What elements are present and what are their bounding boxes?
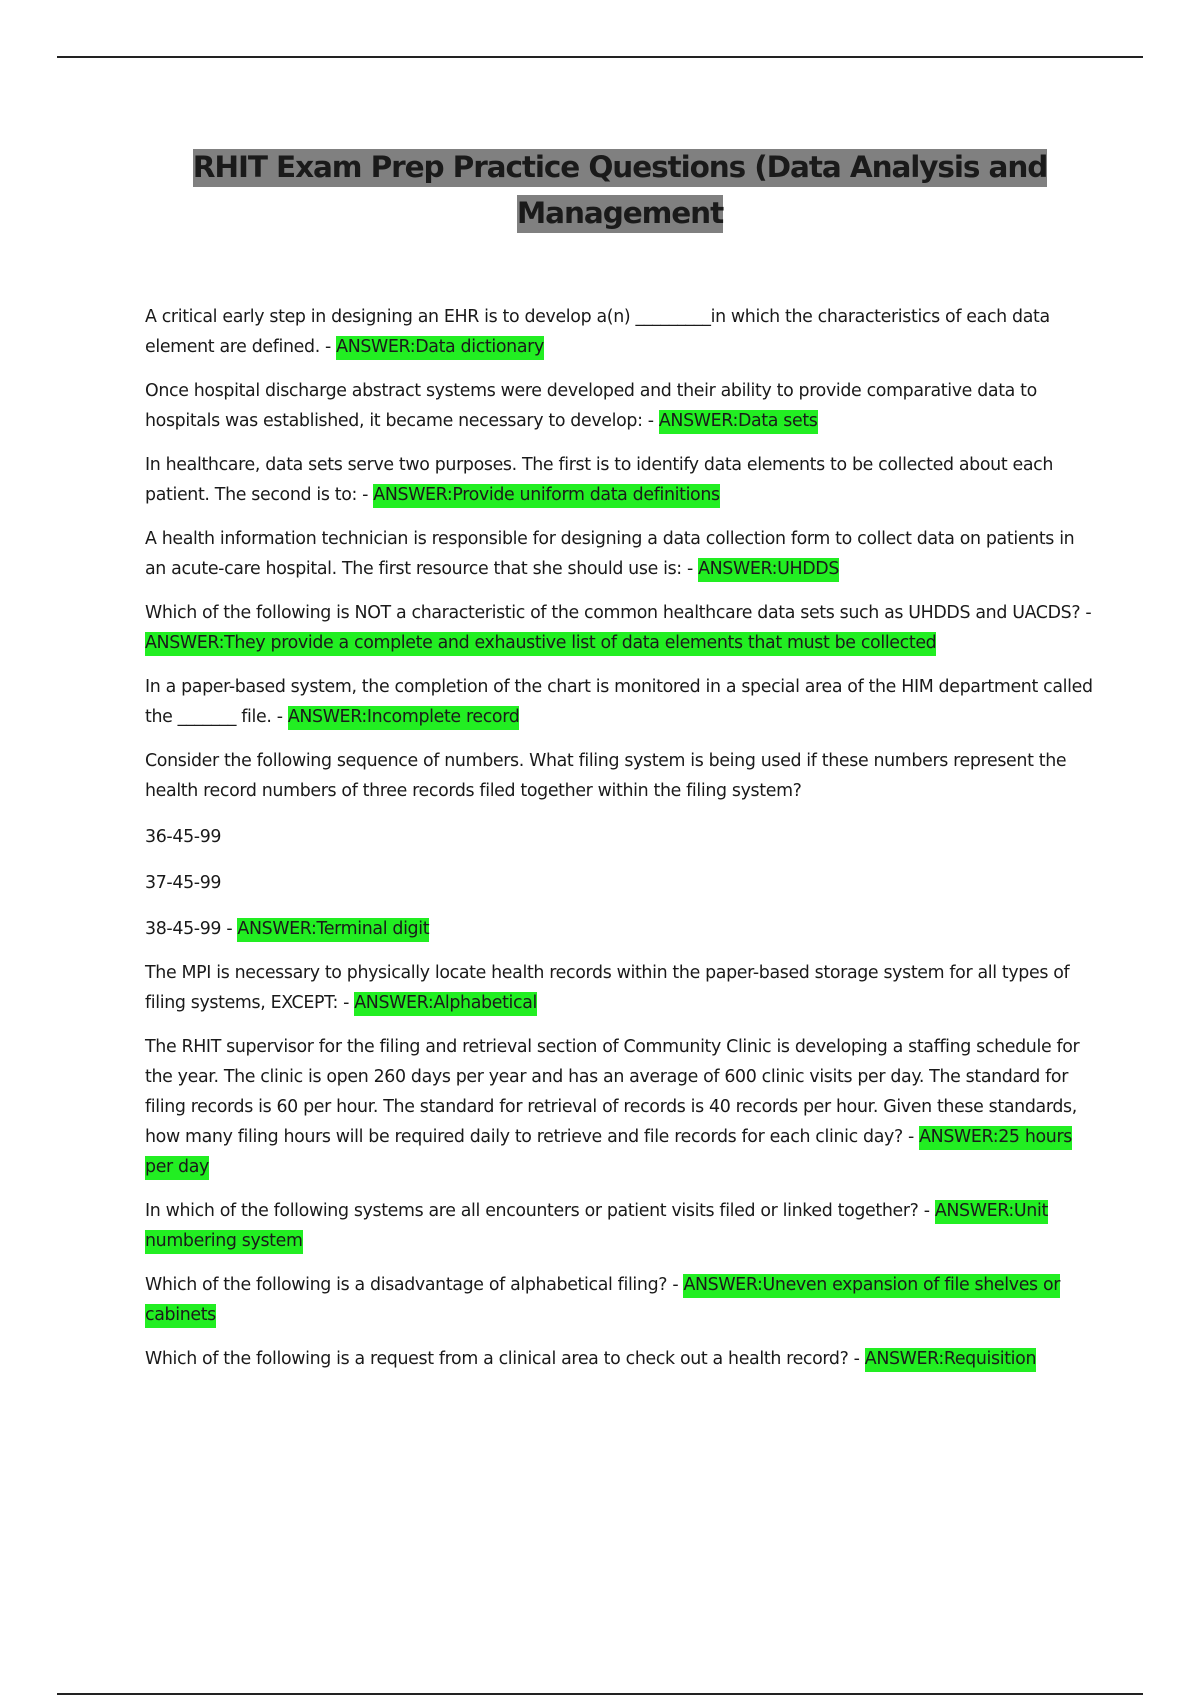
question-text: The RHIT supervisor for the filing and retrieval section of Community Clinic is developing a staffing schedule for the year. The clinic is open 260 days per year and has an average of 600 clinic visits per day. The standard for filing records is 60 per hour. The standard for retrieval of records is 40 records per hour. Given these standards, how many filing hours will be required daily to retrieve and file records for each clinic day? - <box>145 1037 1080 1147</box>
answer-highlight: ANSWER:Data dictionary <box>336 336 544 360</box>
answer-highlight: ANSWER:Data sets <box>659 410 818 434</box>
qa-list <box>145 302 1100 1388</box>
question-text: The MPI is necessary to physically locate health records within the paper-based storage system for all types of filing systems, EXCEPT: - <box>145 963 1070 1013</box>
qa-item <box>145 302 1100 362</box>
question-text: In which of the following systems are all encounters or patient visits filed or linked together? - <box>145 1201 935 1221</box>
qa-item <box>145 958 1100 1018</box>
qa-item <box>145 1344 1100 1374</box>
answer-highlight: ANSWER:Uneven expansion of file shelves or cabinets <box>145 1274 1060 1328</box>
qa-item <box>145 524 1100 584</box>
qa-item <box>145 1196 1100 1256</box>
question-text: Consider the following sequence of numbers. What filing system is being used if these numbers represent the health record numbers of three records filed together within the filing system? <box>145 751 1067 801</box>
question-text: 37-45-99 <box>145 873 222 893</box>
qa-item <box>145 746 1100 806</box>
number-line <box>145 868 1100 898</box>
question-text: Once hospital discharge abstract systems were developed and their ability to provide comparative data to hospitals was established, it became necessary to develop: - <box>145 381 1037 431</box>
qa-item <box>145 598 1100 658</box>
answer-highlight: ANSWER:They provide a complete and exhaustive list of data elements that must be collected <box>145 632 936 656</box>
question-text: In healthcare, data sets serve two purposes. The first is to identify data elements to be collected about each patient. The second is to: - <box>145 455 1054 505</box>
answer-highlight: ANSWER:Unit numbering system <box>145 1200 1048 1254</box>
page-title <box>100 144 1140 236</box>
question-text: Which of the following is a disadvantage of alphabetical filing? - <box>145 1275 684 1295</box>
number-line <box>145 822 1100 852</box>
qa-item <box>145 914 1100 944</box>
qa-item <box>145 672 1100 732</box>
question-text: 36-45-99 <box>145 827 222 847</box>
answer-highlight: ANSWER:Provide uniform data definitions <box>373 484 719 508</box>
qa-item <box>145 376 1100 436</box>
question-text: A critical early step in designing an EHR is to develop a(n) _________in which the characteristics of each data element are defined. - <box>145 307 1050 357</box>
question-text: A health information technician is responsible for designing a data collection form to collect data on patients in an acute-care hospital. The first resource that she should use is: - <box>145 529 1075 579</box>
header-rule <box>57 56 1143 58</box>
answer-highlight: ANSWER:25 hours per day <box>145 1126 1072 1180</box>
qa-item <box>145 1032 1100 1182</box>
question-text: Which of the following is NOT a characteristic of the common healthcare data sets such as UHDDS and UACDS? - <box>145 603 1092 623</box>
question-text: Which of the following is a request from a clinical area to check out a health record? - <box>145 1349 865 1369</box>
answer-highlight: ANSWER:UHDDS <box>698 558 839 582</box>
answer-highlight: ANSWER:Requisition <box>865 1348 1036 1372</box>
footer-rule <box>57 1693 1143 1695</box>
title-line-2: Management <box>517 195 723 233</box>
qa-item <box>145 1270 1100 1330</box>
answer-highlight: ANSWER:Terminal digit <box>237 918 429 942</box>
question-text: In a paper-based system, the completion of the chart is monitored in a special area of the HIM department called the _______ file. - <box>145 677 1093 727</box>
answer-highlight: ANSWER:Incomplete record <box>288 706 520 730</box>
title-line-1: RHIT Exam Prep Practice Questions (Data Analysis and <box>193 149 1048 187</box>
question-text: 38-45-99 - <box>145 919 238 939</box>
answer-highlight: ANSWER:Alphabetical <box>354 992 537 1016</box>
qa-item <box>145 450 1100 510</box>
